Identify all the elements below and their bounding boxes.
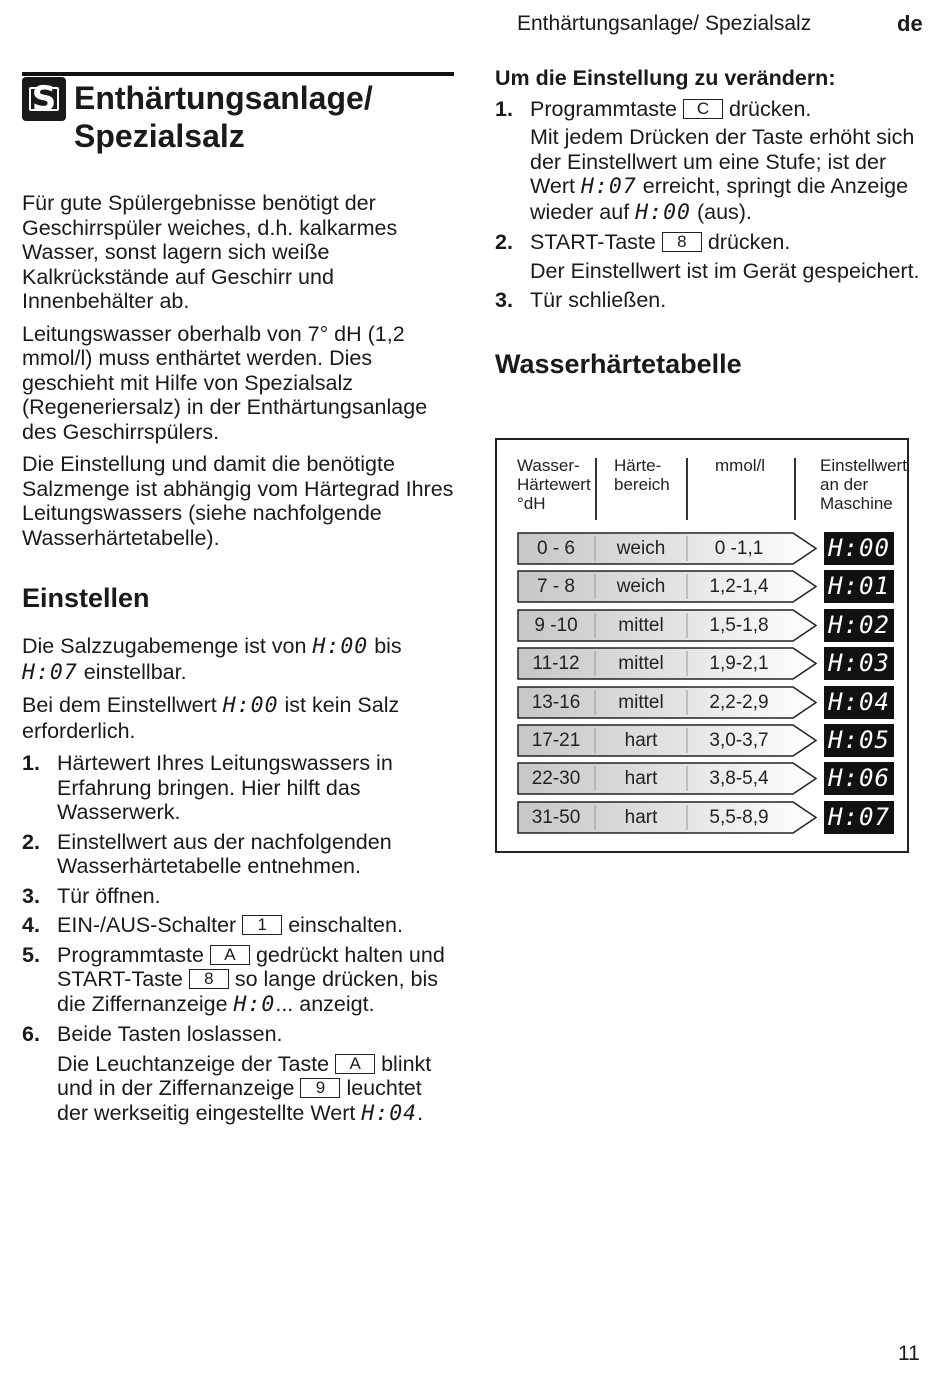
cell-mmol: 5,5-8,9 — [709, 806, 769, 828]
cell-mmol: 2,2-2,9 — [709, 691, 769, 713]
table-row — [517, 609, 817, 642]
column-header-range: Härte- bereich — [614, 456, 670, 494]
cell-mmol: 3,0-3,7 — [709, 730, 769, 751]
display-code: H:04 — [361, 1100, 418, 1126]
section-title-block — [22, 72, 454, 166]
key-symbol: 8 — [662, 232, 702, 252]
setting-display: H:04 — [824, 686, 894, 719]
key-symbol: A — [335, 1054, 375, 1074]
cell-range: mittel — [618, 653, 664, 675]
cell-dh: 11-12 — [532, 653, 580, 675]
step-item: 3. Tür schließen. — [495, 288, 667, 312]
section-title — [74, 79, 373, 155]
column-header-dh: Wasser- Härtewert °dH — [517, 456, 591, 513]
change-steps — [495, 97, 925, 122]
cell-range: weich — [616, 576, 666, 598]
table-heading: Wasserhärtetabelle — [495, 348, 742, 379]
intro-paragraph-3: Die Einstellung und damit die benötigte Salzmenge ist abhängig vom Härtegrad Ihres Leitungswassers (siehe nachfolgende Wasserhärtetabelle). — [22, 452, 454, 550]
running-header: Enthärtungsanlage/ Spezialsalz — [517, 12, 812, 35]
column-divider — [794, 458, 796, 520]
display-code: H:00 — [635, 199, 691, 225]
display-code: H:07 — [580, 174, 637, 199]
right-column — [495, 66, 925, 380]
table-row — [517, 532, 817, 565]
cell-mmol: 3,8-5,4 — [709, 768, 769, 790]
water-hardness-table — [495, 438, 909, 853]
step-item: 5. Programmtaste A gedrückt halten und START-Taste 8 so lange drücken, bis die Ziffernanzeige H:0... anzeigt. — [22, 942, 445, 1017]
step-item: 6. Beide Tasten loslassen. — [22, 1022, 283, 1046]
cell-dh: 22-30 — [531, 768, 581, 790]
cell-range: mittel — [618, 614, 664, 636]
step-item: 2. START-Taste 8 drücken. — [495, 230, 791, 254]
cell-dh: 7 - 8 — [536, 576, 576, 598]
page-number: 11 — [898, 1342, 920, 1365]
cell-range: mittel — [618, 691, 664, 713]
column-divider — [686, 458, 688, 520]
key-symbol: 9 — [300, 1078, 340, 1098]
change-steps — [495, 288, 925, 313]
setting-display: H:02 — [824, 609, 894, 642]
cell-dh: 17-21 — [531, 730, 581, 751]
einstellen-heading: Einstellen — [22, 583, 150, 613]
cell-dh: 0 - 6 — [536, 538, 576, 559]
cell-range: weich — [616, 538, 666, 559]
cell-range: hart — [624, 768, 658, 790]
setting-display: H:06 — [824, 762, 894, 795]
einstellen-paragraph-1: Die Salzzugabemenge ist von H:00 bis H:07 einstellbar. — [22, 634, 402, 685]
table-row — [517, 762, 817, 795]
title-line-1: Enthärtungsanlage/ — [74, 80, 373, 116]
cell-mmol: 1,5-1,8 — [709, 614, 769, 636]
key-symbol: 1 — [242, 915, 282, 935]
setting-display: H:00 — [824, 532, 894, 565]
column-header-mmol: mmol/l — [715, 456, 766, 475]
intro-paragraph-2: Leitungswasser oberhalb von 7° dH (1,2 mmol/l) muss enthärtet werden. Dies geschieht mit Hilfe von Spezialsalz (Regeneriersalz) in der Enthärtungsanlage des Geschirrspülers. — [22, 321, 428, 444]
display-code: H:00 — [222, 693, 279, 718]
key-symbol: C — [683, 99, 723, 119]
cell-mmol: 1,9-2,1 — [709, 653, 769, 675]
display-code: H:0 — [233, 991, 276, 1017]
setting-display: H:03 — [824, 647, 894, 680]
table-row — [517, 647, 817, 680]
setting-display: H:07 — [824, 801, 894, 834]
key-symbol: 8 — [189, 969, 229, 989]
setting-display: H:01 — [824, 570, 894, 603]
cell-range: hart — [624, 806, 658, 828]
step-note: Mit jedem Drücken der Taste erhöht sich der Einstellwert um eine Stufe; ist der Wert H:07 erreicht, springt die Anzeige wieder auf H:00 (aus). — [530, 125, 915, 225]
setting-display: H:05 — [824, 724, 894, 757]
left-column — [22, 72, 454, 1131]
column-divider — [595, 458, 597, 520]
table-row — [517, 686, 817, 719]
table-row — [517, 570, 817, 603]
cell-range: hart — [624, 730, 658, 751]
column-header-setting: Einstellwert an der Maschine — [820, 456, 907, 513]
step-note: Der Einstellwert ist im Gerät gespeichert. — [530, 258, 920, 283]
change-steps — [495, 230, 925, 255]
table-row — [517, 724, 817, 757]
step-item: 1. Programmtaste C drücken. — [495, 96, 812, 121]
cell-dh: 9 -10 — [534, 614, 578, 636]
language-tag: de — [897, 11, 923, 36]
cell-mmol: 1,2-1,4 — [709, 576, 769, 598]
title-line-2: Spezialsalz — [74, 118, 245, 154]
step-item: 4. EIN-/AUS-Schalter 1 einschalten. — [22, 913, 403, 937]
salt-s-icon: S — [22, 77, 66, 121]
step-note: Die Leuchtanzeige der Taste A blinkt und in der Ziffernanzeige 9 leuchtet der werkseitig eingestellte Wert H:04. — [57, 1051, 432, 1126]
key-symbol: A — [210, 945, 250, 965]
display-code: H:00 — [312, 634, 369, 659]
cell-dh: 31-50 — [531, 806, 581, 828]
table-row — [517, 801, 817, 834]
intro-paragraph-1: Für gute Spülergebnisse benötigt der Geschirrspüler weiches, d.h. kalkarmes Wasser, sonst lagern sich weiße Kalkrückstände auf Geschirr und Innenbehälter ab. — [22, 191, 398, 313]
cell-dh: 13-16 — [531, 691, 581, 713]
step-item: 1. Härtewert Ihres Leitungswassers in Erfahrung bringen. Hier hilft das Wasserwerk. — [22, 751, 393, 824]
step-item: 2. Einstellwert aus der nachfolgenden Wasserhärtetabelle entnehmen. — [22, 829, 392, 878]
einstellen-steps — [22, 751, 454, 1047]
change-heading: Um die Einstellung zu verändern: — [495, 66, 836, 90]
step-item: 3. Tür öffnen. — [22, 883, 161, 908]
einstellen-paragraph-2: Bei dem Einstellwert H:00 ist kein Salz erforderlich. — [22, 693, 400, 743]
cell-mmol: 0 -1,1 — [714, 538, 764, 559]
display-code: H:07 — [22, 659, 78, 685]
